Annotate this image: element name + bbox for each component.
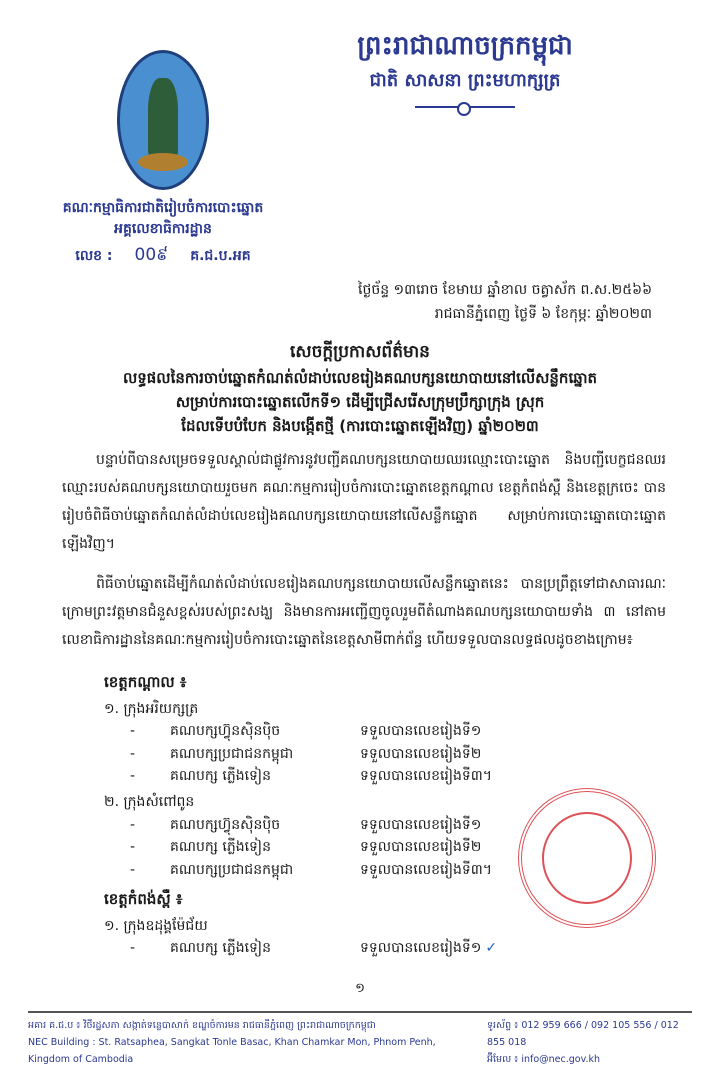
results-list	[104, 664, 692, 960]
initials-signature: ✓	[485, 940, 498, 957]
title-block	[28, 339, 692, 438]
town-name: ១. ក្រុងឧដុង្គម៉ែជ័យ	[104, 917, 208, 934]
doc-title: សេចក្តីប្រកាសព័ត៌មាន	[290, 341, 430, 362]
town-name: ១. ក្រុងអរិយក្សត្រ	[104, 700, 199, 717]
list-item: - គណបក្សហ៊្វុនស៊ិនប៉ិច ទទួលបានលេខរៀងទី១	[130, 816, 482, 833]
doc-subtitle-1: លទ្ធផលនៃការចាប់ឆ្នោតកំណត់លំដាប់លេខរៀងគណបក្សនយោបាយនៅលើសន្លឹកឆ្នោត	[122, 368, 598, 387]
list-item: - គណបក្សហ៊្វុនស៊ិនប៉ិច ទទួលបានលេខរៀងទី១	[130, 723, 482, 740]
list-item: - គណបក្សប្រជាជនកម្ពុជា ទទួលបានលេខរៀងទី៣។	[130, 861, 493, 878]
province-heading: ខេត្តកណ្តាល ៖	[104, 672, 187, 691]
paragraph-1: បន្ទាប់ពីបានសម្រេចទទួលស្គាល់ជាផ្លូវការនូវបញ្ជីគណបក្សនយោបាយឈរឈ្មោះបោះឆ្នោត និងបញ្ជីបេក្ខជនឈរឈ្មោះរបស់គណបក្សនយោបាយរួចមក គណៈកម្មការរៀបចំការបោះឆ្នោតខេត្តកណ្តាល ខេត្តកំពង់ស្ពឺ និងខេត្តក្រចេះ បានរៀបចំពិធីចាប់ឆ្នោតកំណត់លំដាប់លេខរៀងគណបក្សនយោបាយនៅលើសន្លឹកឆ្នោត សម្រាប់ការបោះឆ្នោតបោះឆ្នោតឡើងវិញ។	[62, 451, 666, 552]
town-name: ២. ក្រុងសំពៅពូន	[104, 794, 195, 811]
footer	[28, 1017, 692, 1068]
footer-address-en: NEC Building : St. Ratsaphea, Sangkat Tonle Basac, Khan Chamkar Mon, Phnom Penh, Kingdom of Cambodia	[28, 1036, 436, 1065]
list-item: - គណបក្ស ភ្លើងទៀន ទទួលបានលេខរៀងទី១ ✓	[130, 937, 692, 959]
list-item: - គណបក្សប្រជាជនកម្ពុជា ទទួលបានលេខរៀងទី២	[130, 745, 482, 762]
paragraph-2: ពិធីចាប់ឆ្នោតដើម្បីកំណត់លំដាប់លេខរៀងគណបក្សនយោបាយលើសន្លឹកឆ្នោតនេះ បានប្រព្រឹត្តទៅជាសាធារណៈ ក្រោមព្រះវត្តមានជំនួសខ្ពស់របស់ព្រះសង្ឃ និងមានការអញ្ជើញចូលរួមពីតំណាងគណបក្សនយោបាយទាំង ៣ នៅតាមលេខាធិការដ្ឋាននៃគណៈកម្មការរៀបចំការបោះឆ្នោតនៃខេត្តសាមីពាក់ព័ន្ធ ហើយទទួលបានលទ្ធផលដូចខាងក្រោម៖	[62, 575, 666, 648]
list-item: - គណបក្ស ភ្លើងទៀន ទទួលបានលេខរៀងទី៣។	[130, 767, 493, 784]
solar-date: រាជធានីភ្នំពេញ ថ្ងៃទី ៦ ខែកុម្ភៈ ឆ្នាំ២០២៣	[434, 305, 652, 322]
ornament-divider	[415, 106, 515, 108]
kingdom-heading: ព្រះរាជាណាចក្រកម្ពុជា	[357, 31, 573, 61]
kingdom-block	[298, 28, 692, 108]
number-suffix: គ.ជ.ប.អគ	[190, 248, 251, 264]
number-label: លេខ :	[75, 248, 113, 264]
letterhead	[28, 28, 692, 269]
org-dept: អគ្គលេខាធិការដ្ឋាន	[114, 221, 212, 237]
doc-subtitle-3: ដែលទើបបំបែក និងបង្កើតថ្មី (ការបោះឆ្នោតឡើងវិញ) ឆ្នាំ២០២៣	[181, 416, 539, 435]
province-heading: ខេត្តកំពង់ស្ពឺ ៖	[104, 889, 183, 908]
doc-number	[75, 244, 250, 269]
lunar-date: ថ្ងៃច័ន្ទ ១៣រោច ខែមាឃ ឆ្នាំខាល ចត្វាស័ក ព.ស.២៥៦៦	[358, 282, 652, 298]
nec-logo	[117, 50, 209, 190]
number-value: 00៩	[134, 245, 169, 265]
date-block	[28, 279, 692, 327]
org-name: គណៈកម្មាធិការជាតិរៀបចំការបោះឆ្នោត	[62, 200, 264, 216]
footer-phone: ទូរស័ព្ទ ៖ 012 959 666 / 092 105 556 / 012 855 018	[487, 1019, 679, 1048]
footer-address-km: អគារ គ.ជ.ប ៖ វិថីរដ្ឋសភា សង្កាត់ទន្លេបាសាក់ ខណ្ឌចំការមន រាជធានីភ្នំពេញ ព្រះរាជាណាចក្រកម្ពុជា	[28, 1019, 376, 1031]
footer-divider	[28, 1011, 692, 1013]
doc-subtitle-2: សម្រាប់ការបោះឆ្នោតលើកទី១ ដើម្បីជ្រើសរើសក្រុមប្រឹក្សាក្រុង ស្រុក	[175, 392, 545, 411]
org-block	[28, 28, 298, 269]
list-item: - គណបក្ស ភ្លើងទៀន ទទួលបានលេខរៀងទី២	[130, 839, 482, 856]
footer-email: អ៊ីមែល ៖ info@nec.gov.kh	[487, 1053, 601, 1065]
page-number: ១	[355, 980, 365, 996]
national-motto: ជាតិ សាសនា ព្រះមហាក្សត្រ	[369, 70, 561, 92]
